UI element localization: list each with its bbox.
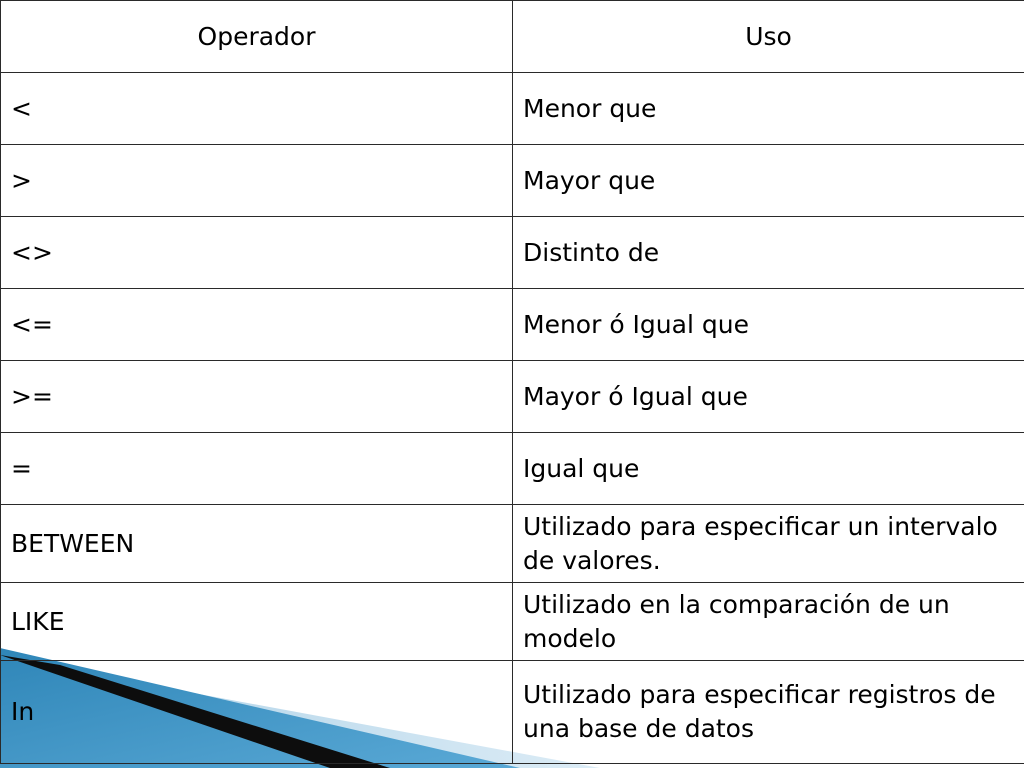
usage-cell: Mayor que xyxy=(513,145,1024,217)
usage-cell: Distinto de xyxy=(513,217,1024,289)
usage-cell: Utilizado para especificar un intervalo de valores. xyxy=(513,505,1024,583)
operator-cell: LIKE xyxy=(1,583,513,661)
table-row xyxy=(1,433,1024,505)
usage-cell: Utilizado en la comparación de un modelo xyxy=(513,583,1024,661)
table-row xyxy=(1,505,1024,583)
usage-cell: Menor ó Igual que xyxy=(513,289,1024,361)
header-uso: Uso xyxy=(513,1,1024,73)
operator-cell: < xyxy=(1,73,513,145)
table-row xyxy=(1,661,1024,764)
table-row xyxy=(1,289,1024,361)
table-row xyxy=(1,145,1024,217)
table-row xyxy=(1,73,1024,145)
operator-cell: BETWEEN xyxy=(1,505,513,583)
operator-cell: <= xyxy=(1,289,513,361)
operator-cell: = xyxy=(1,433,513,505)
usage-cell: Mayor ó Igual que xyxy=(513,361,1024,433)
table-row xyxy=(1,583,1024,661)
table-header-row xyxy=(1,1,1024,73)
operator-cell: <> xyxy=(1,217,513,289)
usage-cell: Menor que xyxy=(513,73,1024,145)
table-row xyxy=(1,361,1024,433)
header-operador: Operador xyxy=(1,1,513,73)
operator-cell: In xyxy=(1,661,513,764)
table-row xyxy=(1,217,1024,289)
usage-cell: Utilizado para especificar registros de una base de datos xyxy=(513,661,1024,764)
usage-cell: Igual que xyxy=(513,433,1024,505)
operator-cell: >= xyxy=(1,361,513,433)
operator-cell: > xyxy=(1,145,513,217)
